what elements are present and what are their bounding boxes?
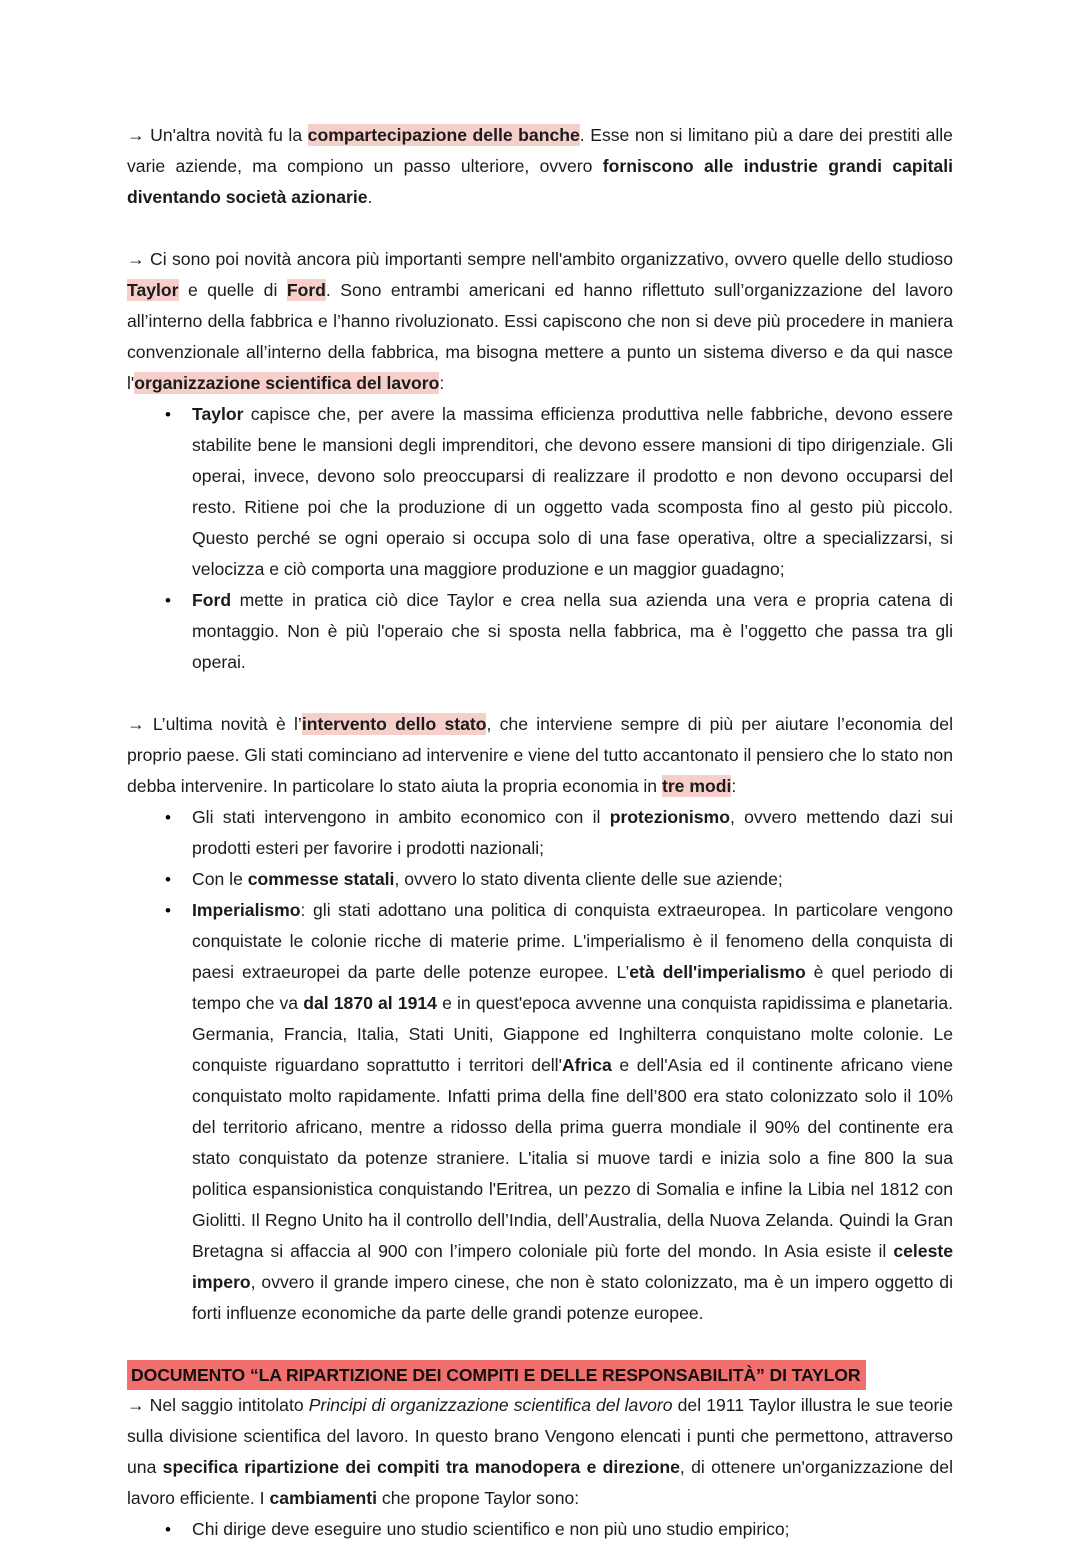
imp-segment-3: e in quest'epoca avvenne una conquista rapidissima e planetaria. Germania, Francia, Italia, Stati Uniti, Giappone ed Inghilterra conquistano molte colonie. Le conquiste riguardano soprattutto i territori dell' (192, 993, 953, 1075)
bold-protezionismo: protezionismo (609, 807, 730, 827)
spacer-2 (127, 678, 953, 709)
highlight-ford: Ford (286, 280, 326, 300)
list-item (127, 585, 953, 678)
p4-segment-3: , di ottenere un'organizzazione del lavoro efficiente. I (127, 1457, 953, 1508)
imp-segment-4: e dell'Asia ed il continente africano viene conquistato molto rapidamente. Infatti prima della fine dell’800 era stato colonizzato solo il 10% del territorio africano, mentre a ridosso della prima guerra mondiale il 90% del continente era stato conquistato da potenze straniere. L'italia si muove tardi e inizia solo a fine 800 la sua politica espansionistica conquistando l'Eritrea, un pezzo di Somalia e infine la Libia nel 1812 con Giolitti. Il Regno Unito ha il controllo dell’India, dell’Australia, della Nuova Zelanda. Quindi la Gran Bretagna si affaccia al 900 con l’impero coloniale più forte del mondo. In Asia esiste il (192, 1055, 953, 1261)
imp-segment-5: , ovvero il grande impero cinese, che non è stato colonizzato, ma è un impero oggetto di forti influenze economiche da parte delle grandi potenze europee. (192, 1272, 953, 1323)
bullet-list-final (127, 1514, 953, 1545)
arrow-glyph: → (127, 125, 145, 145)
bullet-text-studio-scientifico: Chi dirige deve eseguire uno studio scientifico e non più uno studio empirico; (192, 1519, 790, 1539)
p1-segment-2: . Esse non si limitano più a dare dei prestiti alle varie aziende, ma compiono un passo ulteriore, ovvero (127, 125, 953, 176)
bullet-list-stato (127, 802, 953, 1329)
bold-forniscono: forniscono alle industrie grandi capitali diventando società azionarie (127, 156, 953, 207)
paragraph-documento-taylor (127, 1390, 953, 1514)
p4-segment-1: Nel saggio intitolato (144, 1395, 309, 1415)
p4-segment-4: che propone Taylor sono: (377, 1488, 580, 1508)
page-title: DOCUMENTO “LA RIPARTIZIONE DEI COMPITI E DELLE RESPONSABILITÀ” DI TAYLOR (127, 1360, 866, 1390)
bullet-list-taylor-ford (127, 399, 953, 678)
bold-africa: Africa (561, 1055, 612, 1075)
spacer-1 (127, 213, 953, 244)
p3-segment-2: , che interviene sempre di più per aiutare l’economia del proprio paese. Gli stati cominciano ad intervenire e viene del tutto accantonato il pensiero che lo stato non debba intervenire. In particolare lo stato aiuta la propria economia in (127, 714, 953, 796)
list-item (127, 864, 953, 895)
p1-segment-3: . (367, 187, 373, 207)
highlight-tre-modi: tre modi (661, 776, 732, 796)
doc-heading-wrap (127, 1360, 953, 1390)
arrow-glyph: → (127, 249, 145, 269)
italic-principi-titolo: Principi di organizzazione scientifica del lavoro (308, 1395, 673, 1415)
p4-segment-2: del 1911 Taylor illustra le sue teorie sulla divisione scientifica del lavoro. In questo brano Vengono elencati i punti che permettono, attraverso una (127, 1395, 953, 1477)
bullet-post-protezionismo: , ovvero mettendo dazi sui prodotti esteri per favorire i prodotti nazionali; (192, 807, 953, 858)
arrow-glyph: → (127, 1395, 145, 1415)
p2-segment-3: . Sono entrambi americani ed hanno riflettuto sull’organizzazione del lavoro all’interno della fabbrica e l’hanno rivoluzionato. Essi capiscono che non si deve più procedere in maniera convenzionale all’interno della fabbrica, ma bisogna mettere a punto un sistema diverso e da qui nasce l' (127, 280, 953, 393)
bold-commesse-statali: commesse statali (247, 869, 395, 889)
arrow-glyph: → (127, 714, 145, 734)
bullet-lead-taylor: Taylor (192, 404, 244, 424)
list-item (127, 399, 953, 585)
highlight-taylor: Taylor (127, 280, 179, 300)
paragraph-banche (127, 120, 953, 213)
p3-segment-1: L’ultima novità è l’ (144, 714, 302, 734)
paragraph-taylor-ford-intro (127, 244, 953, 399)
document-content (127, 120, 953, 1545)
p2-segment-1: Ci sono poi novità ancora più importanti sempre nell'ambito organizzativo, ovvero quelle dello studioso (144, 249, 953, 269)
bullet-lead-ford: Ford (192, 590, 232, 610)
bold-date-range: dal 1870 al 1914 (303, 993, 437, 1013)
imp-segment-1: : gli stati adottano una politica di conquista extraeuropea. In particolare vengono conquistate le colonie ricche di materie prime. L'imperialismo è il fenomeno della conquista di paesi extraeuropei da parte delle potenze europee. L’ (192, 900, 953, 982)
bold-specifica-ripartizione: specifica ripartizione dei compiti tra manodopera e direzione (162, 1457, 680, 1477)
paragraph-intervento-stato (127, 709, 953, 802)
list-item (127, 802, 953, 864)
bullet-body-ford: mette in pratica ciò dice Taylor e crea nella sua azienda una vera e propria catena di montaggio. Non è più l'operaio che si sposta nella fabbrica, ma è l’oggetto che passa tra gli operai. (192, 590, 953, 672)
list-item (127, 1514, 953, 1545)
bullet-body-taylor: capisce che, per avere la massima efficienza produttiva nelle fabbriche, devono essere stabilite bene le mansioni degli imprenditori, che devono essere mansioni di tipo dirigenziale. Gli operai, invece, devono solo preoccuparsi di realizzare il prodotto e non devono occuparsi del resto. Ritiene poi che la produzione di un oggetto vada scomposta fino al gesto più piccolo. Questo perché se ogni operaio si occupa solo di una fase operativa, oltre a specializzarsi, si velocizza e ciò comporta una maggiore produzione e un maggior guadagno; (192, 404, 953, 579)
highlight-compartecipazione: compartecipazione delle banche (307, 125, 580, 145)
p1-segment-1: Un'altra novità fu la (144, 125, 308, 145)
bullet-pre-commesse: Con le (192, 869, 248, 889)
list-item-imperialismo (127, 895, 953, 1329)
imp-segment-2: è quel periodo di tempo che va (192, 962, 953, 1013)
highlight-organizzazione-scientifica: organizzazione scientifica del lavoro (134, 373, 440, 393)
bullet-pre-protezionismo: Gli stati intervengono in ambito economico con il (192, 807, 610, 827)
highlight-intervento-stato: intervento dello stato (301, 714, 487, 734)
p2-segment-2: e quelle di (178, 280, 287, 300)
bullet-lead-imperialismo: Imperialismo (192, 900, 301, 920)
spacer-3 (127, 1329, 953, 1360)
bold-eta-imperialismo: età dell'imperialismo (629, 962, 806, 982)
bullet-post-commesse: , ovvero lo stato diventa cliente delle sue aziende; (394, 869, 783, 889)
p3-segment-3: : (731, 776, 737, 796)
p2-segment-4: : (439, 373, 445, 393)
bold-cambiamenti: cambiamenti (269, 1488, 378, 1508)
bold-celeste-impero: celeste impero (192, 1241, 953, 1292)
